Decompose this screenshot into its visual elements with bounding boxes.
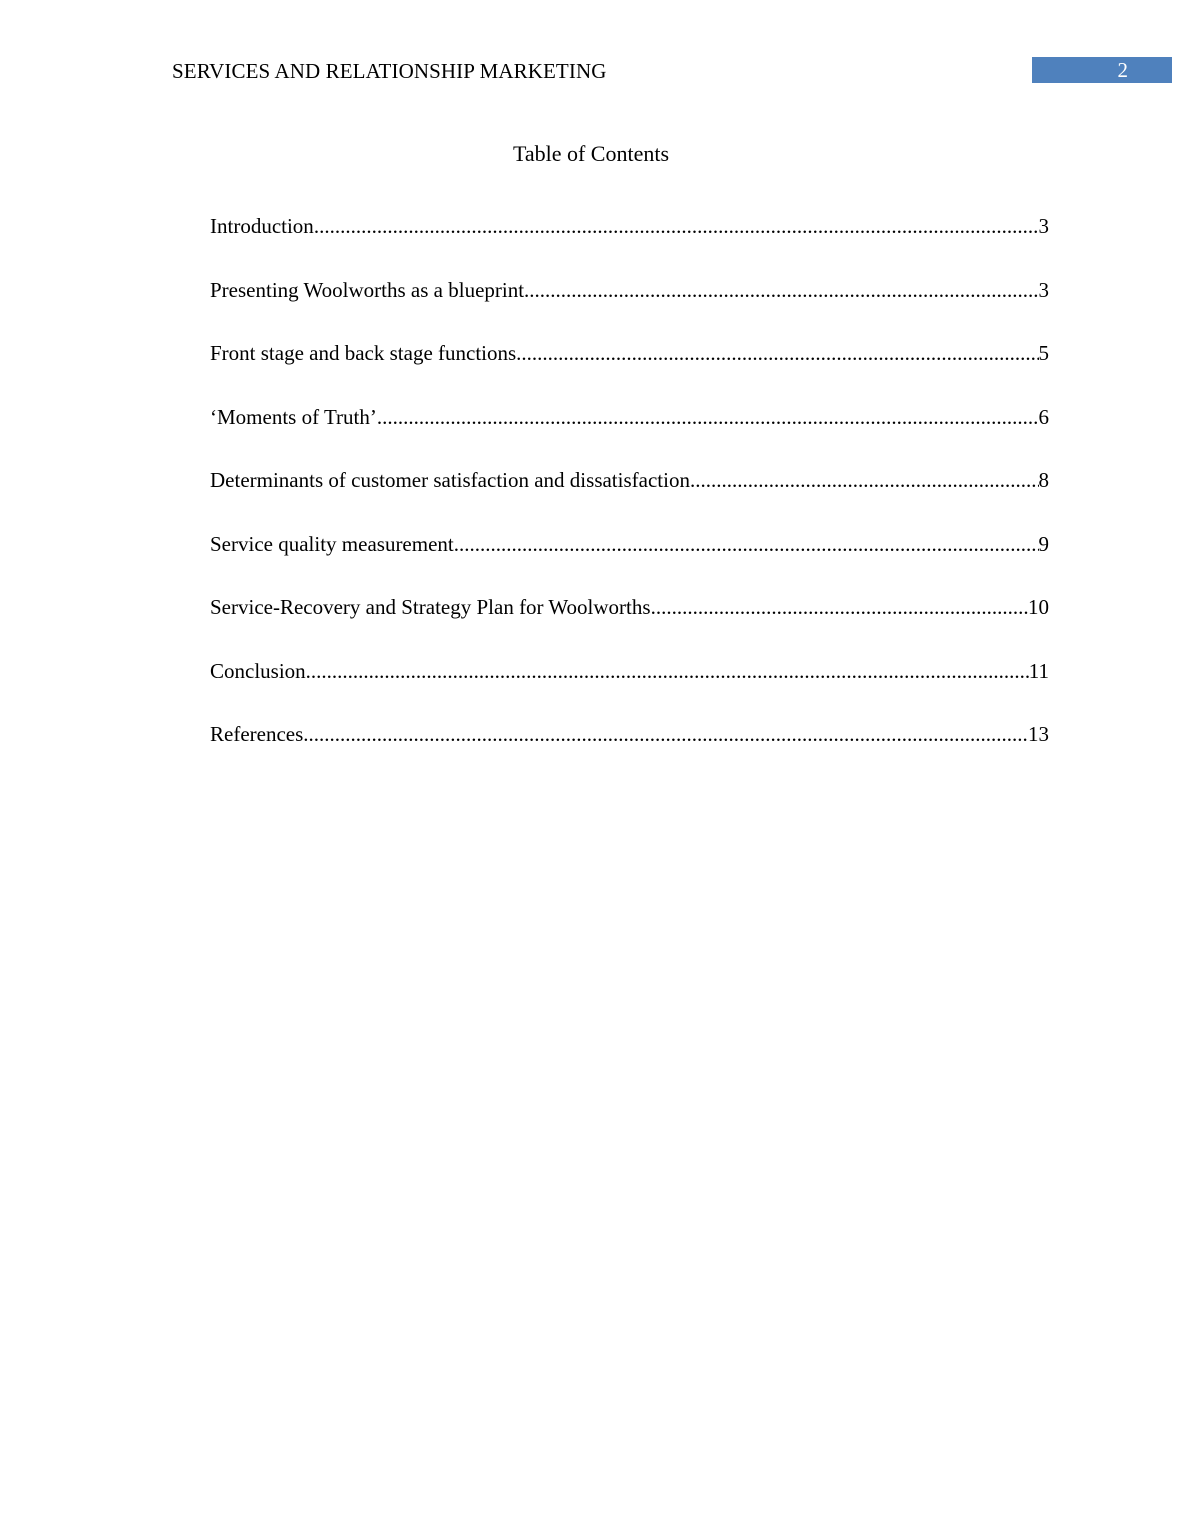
toc-entry-service-recovery[interactable] (210, 592, 1049, 656)
toc-dot-leader (690, 465, 1039, 495)
toc-entry-page: 9 (1038, 531, 1049, 556)
running-header-title: SERVICES AND RELATIONSHIP MARKETING (172, 59, 607, 83)
toc-entry-references[interactable] (210, 719, 1049, 783)
toc-dot-leader (306, 656, 1029, 686)
toc-dot-leader (303, 719, 1028, 749)
toc-dot-leader (454, 529, 1039, 559)
toc-entry-introduction[interactable] (210, 211, 1049, 275)
toc-entry-label: Introduction (210, 214, 314, 238)
toc-dot-leader (516, 338, 1038, 368)
toc-entry-determinants[interactable] (210, 465, 1049, 529)
toc-entry-label: Conclusion (210, 658, 306, 683)
toc-entry-conclusion[interactable] (210, 656, 1049, 720)
toc-entry-label: Presenting Woolworths as a blueprint (210, 277, 525, 302)
toc-entry-page: 5 (1038, 341, 1049, 365)
toc-entry-page: 8 (1038, 468, 1049, 492)
toc-entry-page: 6 (1038, 404, 1049, 429)
toc-entry-blueprint[interactable] (210, 275, 1049, 339)
toc-entry-page: 10 (1028, 595, 1049, 619)
toc-entry-label: Front stage and back stage functions (210, 341, 517, 365)
toc-dot-leader (524, 275, 1038, 305)
toc-entry-service-quality[interactable] (210, 529, 1049, 593)
toc-entry-label: Determinants of customer satisfaction and dissatisfaction (210, 468, 690, 492)
toc-entry-label: References (210, 722, 304, 746)
toc-entry-label: ‘Moments of Truth’ (210, 404, 377, 429)
table-of-contents (210, 211, 1049, 783)
toc-entry-front-back-stage[interactable] (210, 338, 1049, 402)
toc-entry-page: 3 (1038, 277, 1049, 302)
toc-entry-page: 11 (1028, 658, 1049, 683)
toc-dot-leader (377, 402, 1039, 432)
toc-dot-leader (314, 211, 1039, 241)
toc-entry-label: Service-Recovery and Strategy Plan for Woolworths (210, 595, 651, 619)
toc-entry-page: 13 (1028, 722, 1049, 746)
toc-dot-leader (651, 592, 1028, 622)
toc-entry-moments-of-truth[interactable] (210, 402, 1049, 466)
toc-heading: Table of Contents (512, 141, 670, 166)
toc-entry-label: Service quality measurement (210, 531, 454, 556)
toc-entry-page: 3 (1038, 214, 1049, 238)
page-number-badge: 2 (1032, 57, 1172, 83)
